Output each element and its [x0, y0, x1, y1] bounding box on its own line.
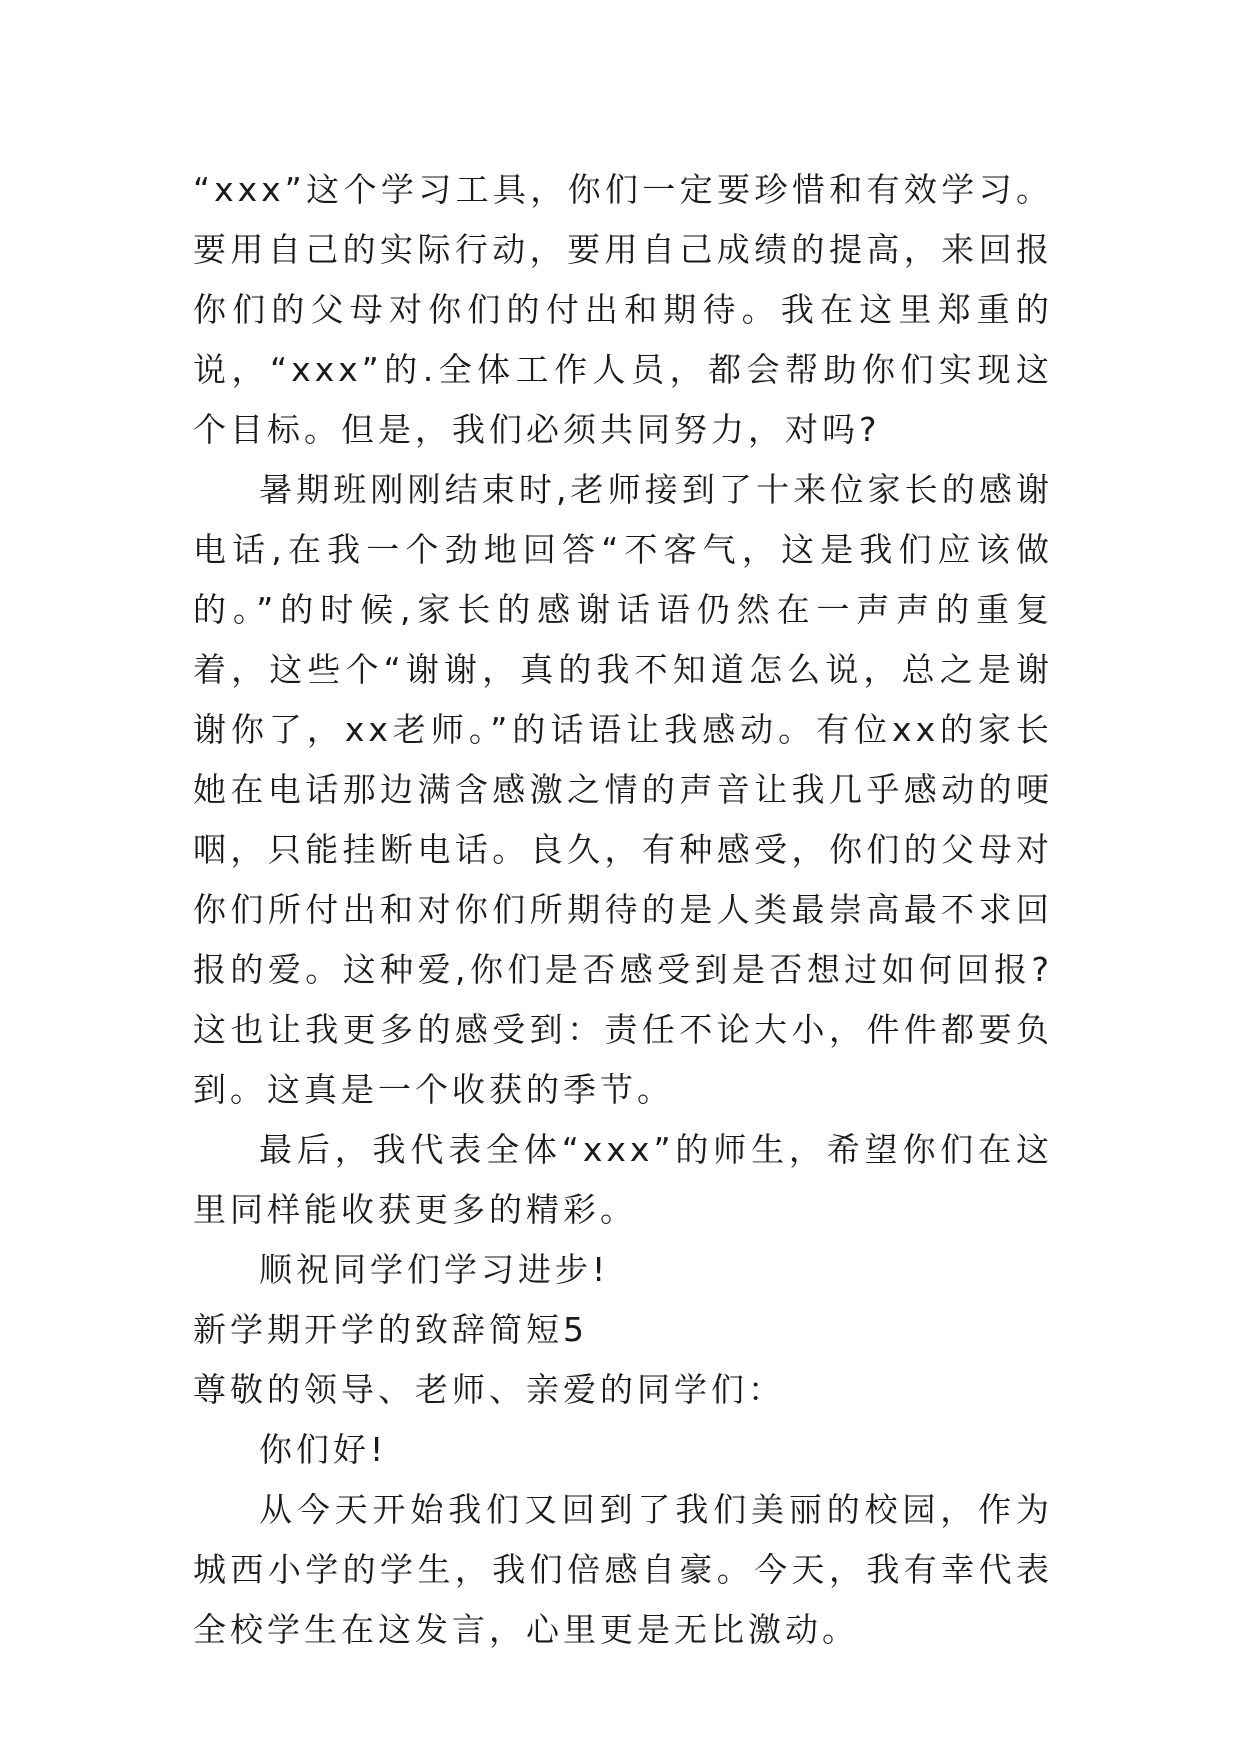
section-title: 新学期开学的致辞简短5: [193, 1310, 588, 1349]
salutation: 尊敬的领导、老师、亲爱的同学们：: [193, 1370, 785, 1409]
paragraph-continuation: “xxx”这个学习工具，你们一定要珍惜和有效学习。要用自己的实际行动，要用自己成绩的提高，来回报你们的父母对你们的付出和期待。我在这里郑重的说，“xxx”的.全体工作人员，都会帮助你们实现这个目标。但是，我们必须共同努力，对吗?: [193, 170, 1053, 449]
paragraph-farewell: 顺祝同学们学习进步!: [259, 1250, 610, 1289]
greeting: 你们好!: [259, 1430, 388, 1469]
paragraph-summer-class: 暑期班刚刚结束时,老师接到了十来位家长的感谢电话,在我一个劲地回答“不客气，这是我们应该做的。”的时候,家长的感谢话语仍然在一声声的重复着，这些个“谢谢，真的我不知道怎么说，总之是谢谢你了，xx老师。”的话语让我感动。有位xx的家长她在电话那边满含感激之情的声音让我几乎感动的哽咽，只能挂断电话。良久，有种感受，你们的父母对你们所付出和对你们所期待的是人类最崇高最不求回报的爱。这种爱,你们是否感受到是否想过如何回报?这也让我更多的感受到：责任不论大小，件件都要负到。这真是一个收获的季节。: [193, 470, 1053, 1109]
document-body: [193, 160, 1053, 1660]
paragraph-closing-wish: 最后，我代表全体“xxx”的师生，希望你们在这里同样能收获更多的精彩。: [193, 1130, 1053, 1229]
paragraph-opening: 从今天开始我们又回到了我们美丽的校园，作为城西小学的学生，我们倍感自豪。今天，我有幸代表全校学生在这发言，心里更是无比激动。: [193, 1490, 1053, 1649]
